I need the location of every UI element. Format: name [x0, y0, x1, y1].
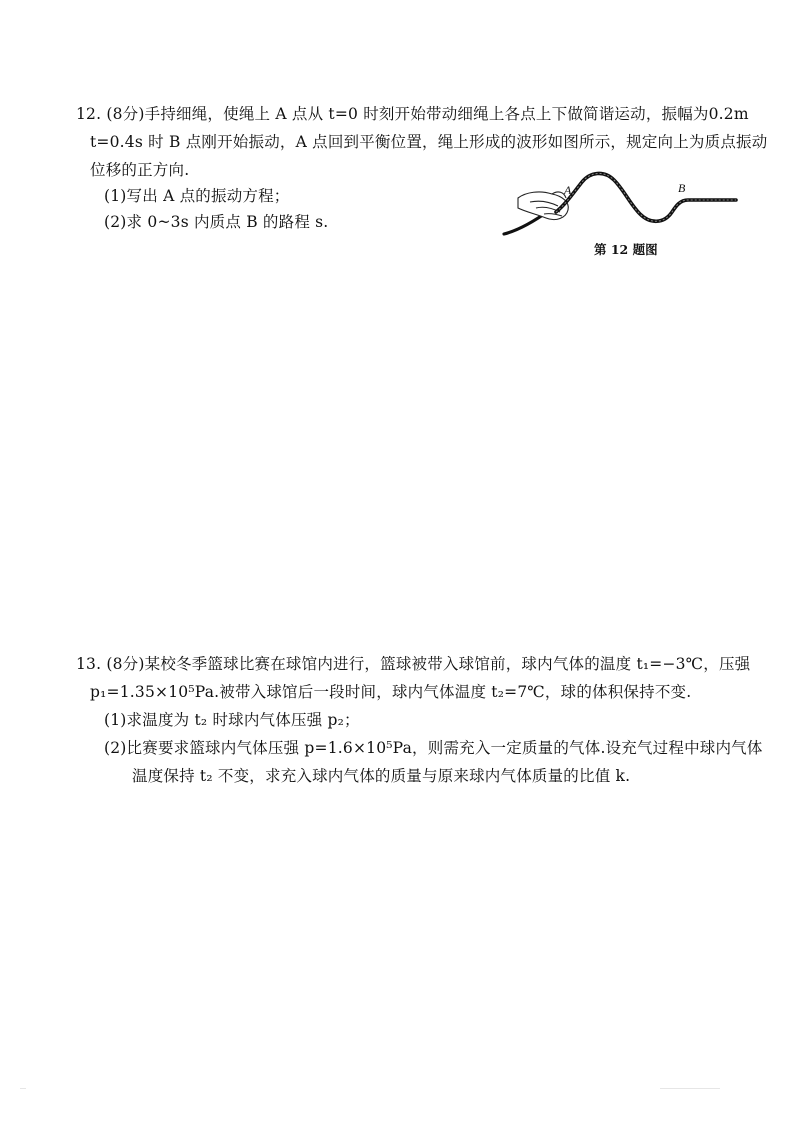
q13-line-2: p₁=1.35×10⁵Pa.被带入球馆后一段时间，球内气体温度 t₂=7℃，球的体积保持不变.: [90, 683, 692, 701]
q12-subquestion-2: (2)求 0~3s 内质点 B 的路程 s.: [104, 213, 329, 231]
rope-wave-figure: [500, 168, 740, 240]
point-b-label: B: [678, 181, 686, 195]
point-a-label: A: [564, 183, 572, 197]
scan-rule: [660, 1088, 720, 1089]
q13-subquestion-2-cont: 温度保持 t₂ 不变，求充入球内气体的质量与原来球内气体质量的比值 k.: [132, 767, 631, 785]
q13-line-1: 13. (8分)某校冬季篮球比赛在球馆内进行，篮球被带入球馆前，球内气体的温度 t₁=−3℃，压强: [76, 655, 751, 673]
q12-line-1: 12. (8分)手持细绳，使绳上 A 点从 t=0 时刻开始带动细绳上各点上下做简谐运动，振幅为0.2m: [76, 105, 749, 123]
q12-line-3: 位移的正方向.: [90, 161, 190, 179]
q12-subquestion-1: (1)写出 A 点的振动方程；: [104, 187, 290, 205]
scan-mark: [20, 1088, 26, 1089]
q12-line-2: t=0.4s 时 B 点刚开始振动，A 点回到平衡位置，绳上形成的波形如图所示，规定向上为质点振动: [90, 133, 768, 151]
q13-subquestion-1: (1)求温度为 t₂ 时球内气体压强 p₂；: [104, 711, 360, 729]
figure-caption: 第 12 题图: [594, 242, 658, 257]
q13-subquestion-2: (2)比赛要求篮球内气体压强 p=1.6×10⁵Pa，则需充入一定质量的气体.设充气过程中球内气体: [104, 739, 763, 757]
